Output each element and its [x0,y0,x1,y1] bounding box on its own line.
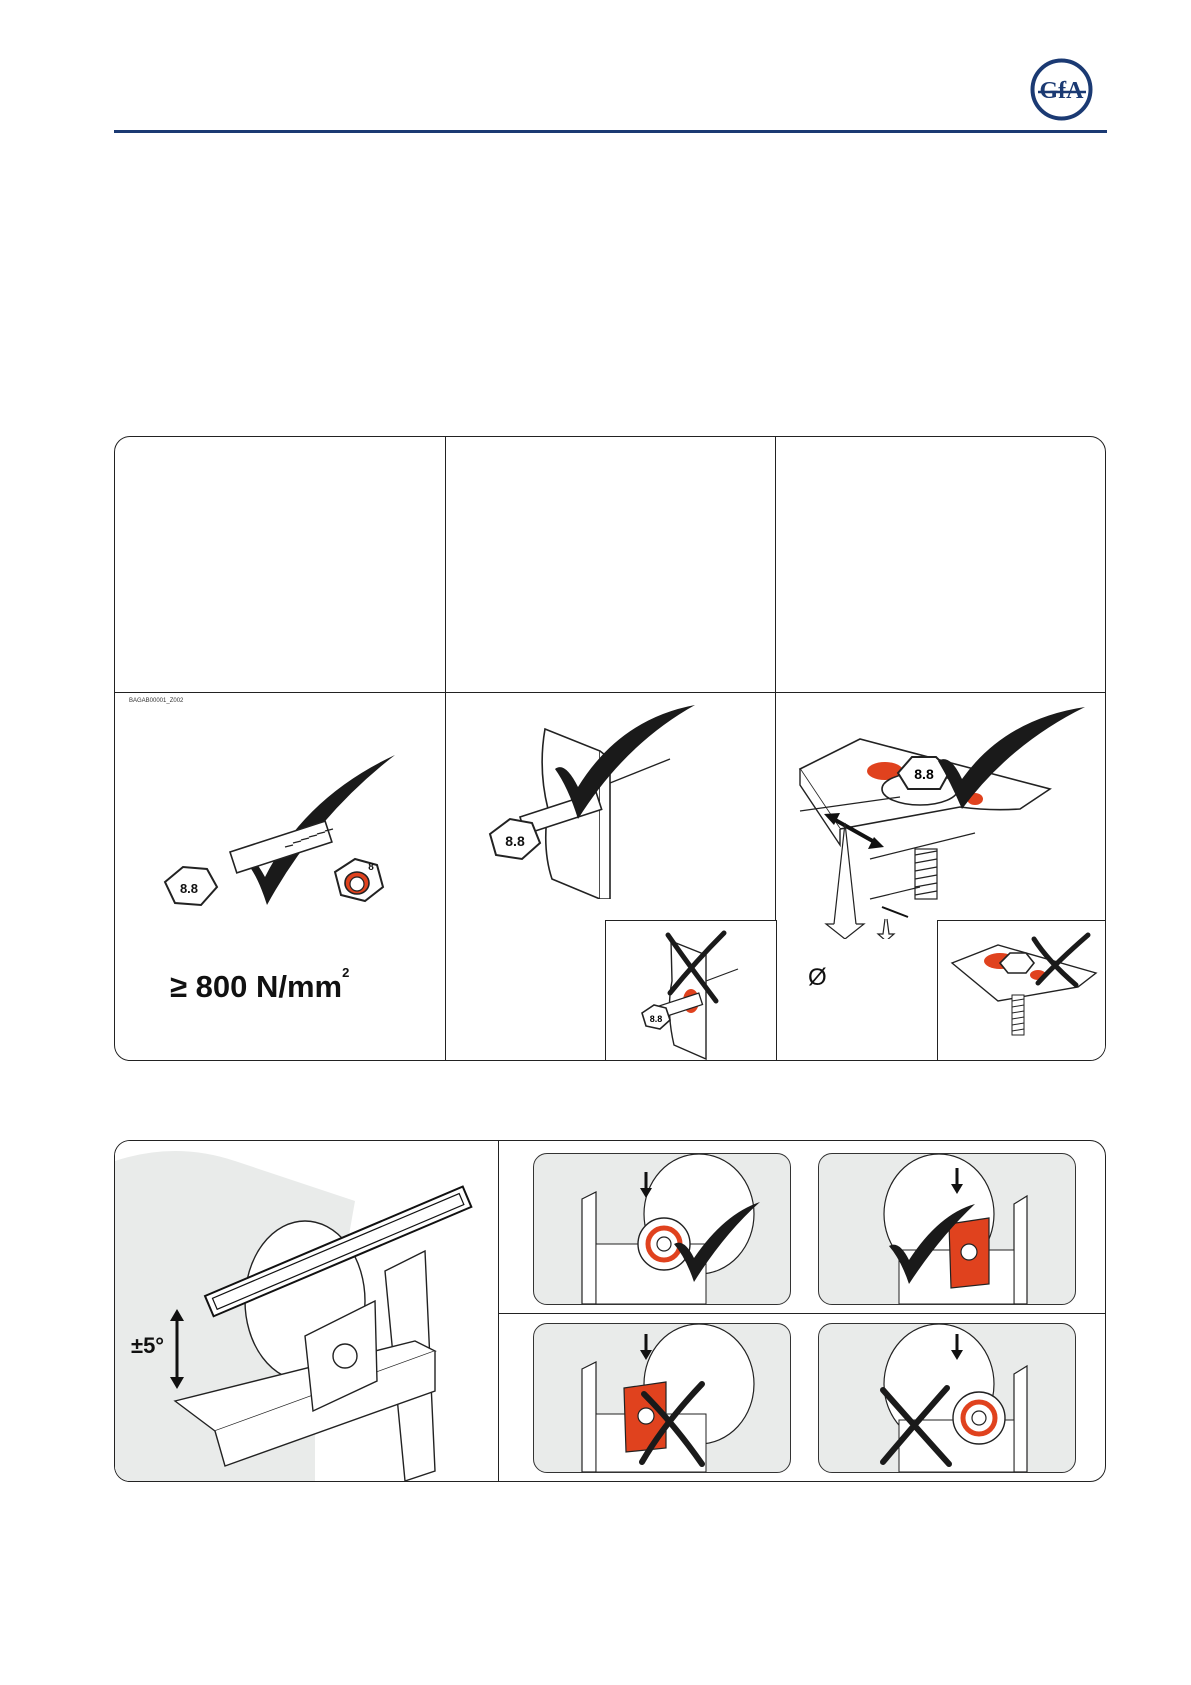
bolt-grade-label: 8.8 [649,1014,663,1024]
incorrect-bolt-inset [605,920,777,1061]
spirit-level-illustration [115,1141,498,1481]
nut-grade-label: 8 [368,862,374,873]
mounting-incorrect-card-1 [818,1153,1076,1305]
bolt-grade-label: 8.8 [914,766,934,782]
svg-text:GfA: GfA [1039,78,1084,104]
mounting-incorrect-card-3 [818,1323,1076,1473]
incorrect-washer-inset [937,920,1106,1061]
bolt-through-plate-illustration [460,699,700,899]
diameter-symbol: Ø [808,964,827,991]
strength-spec-superscript: 2 [342,965,350,980]
strength-spec-text: ≥ 800 N/mm [170,969,343,1004]
gfa-logo [1030,58,1093,121]
mounting-correct-card-1 [533,1153,791,1305]
leveling-panel [114,1140,1106,1482]
header-rule [114,130,1107,133]
bolt-requirements-panel [114,436,1106,1061]
column-divider [498,1141,499,1481]
mounting-incorrect-card-2 [533,1323,791,1473]
bolt-grade-label: 8.8 [505,833,525,849]
strength-spec [170,965,349,1005]
column-divider [445,437,446,1060]
tolerance-label: ±5° [131,1333,165,1358]
figure-code: BAGAB00001_Z002 [129,698,184,704]
washer-diameter-illustration [790,699,1100,939]
bolt-grade-label: 8.8 [179,881,199,896]
bolt-and-nut-illustration [155,737,425,927]
row-divider [498,1313,1105,1314]
row-divider [115,692,1105,693]
